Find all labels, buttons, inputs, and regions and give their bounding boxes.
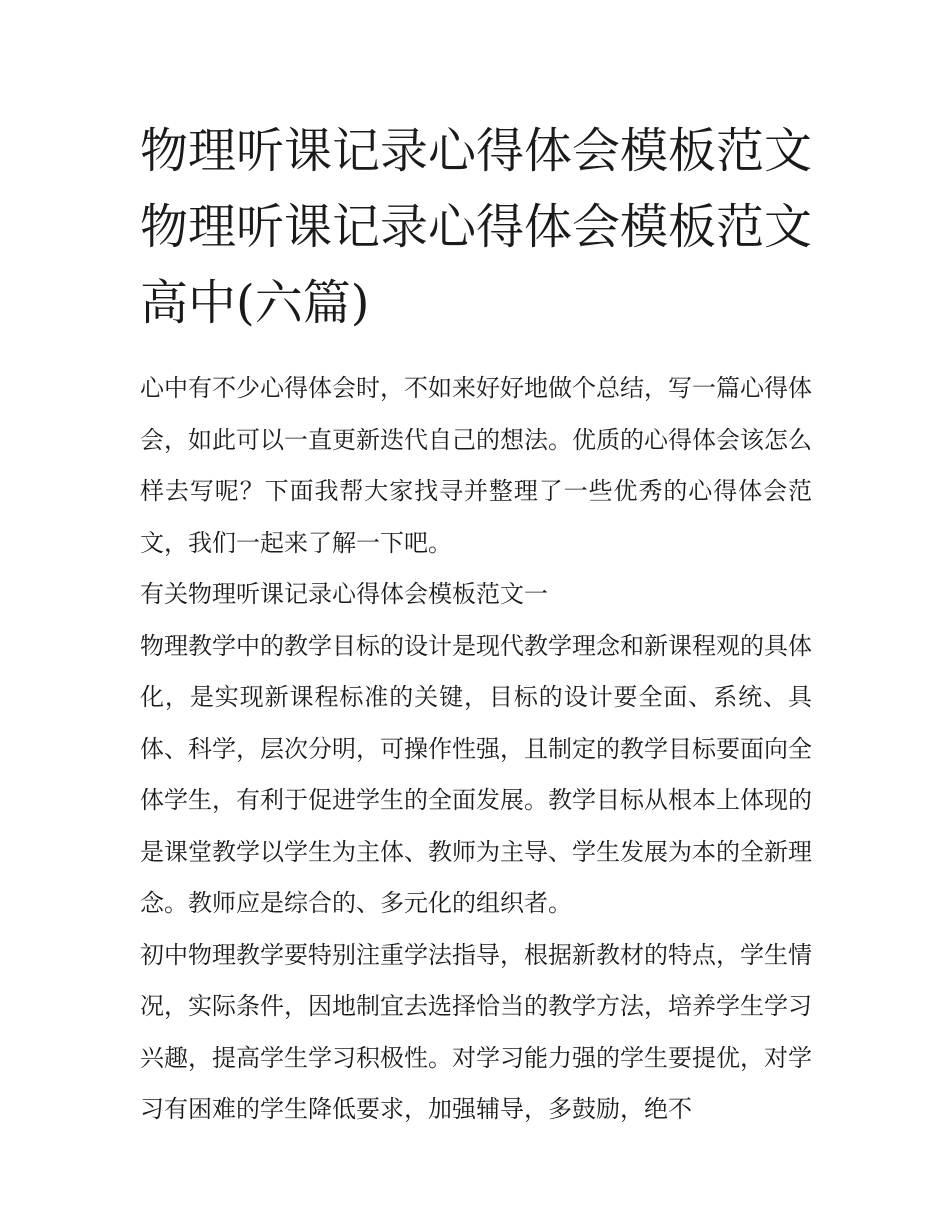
body-paragraph: 初中物理教学要特别注重学法指导，根据新教材的特点，学生情况，实际条件，因地制宜去选择恰当的教学方法，培养学生学习兴趣，提高学生学习积极性。对学习能力强的学生要提优，对学习有困难的学生降低要求，加强辅导，多鼓励，绝不 — [140, 940, 812, 1123]
document-body — [140, 113, 812, 1136]
section-heading: 有关物理听课记录心得体会模板范文一 — [140, 580, 548, 608]
body-paragraph: 物理教学中的教学目标的设计是现代教学理念和新课程观的具体化，是实现新课程标准的关键，目标的设计要全面、系统、具体、科学，层次分明，可操作性强，且制定的教学目标要面向全体学生，有利于促进学生的全面发展。教学目标从根本上体现的是课堂教学以学生为主体、教师为主导、学生发展为本的全新理念。教师应是综合的、多元化的组织者。 — [140, 631, 812, 917]
document-title: 物理听课记录心得体会模板范文 物理听课记录心得体会模板范文高中(六篇) — [140, 123, 813, 331]
intro-paragraph: 心中有不少心得体会时，不如来好好地做个总结，写一篇心得体会，如此可以一直更新迭代自己的想法。优质的心得体会该怎么样去写呢？下面我帮大家找寻并整理了一些优秀的心得体会范文，我们一起来了解一下吧。 — [140, 374, 812, 557]
